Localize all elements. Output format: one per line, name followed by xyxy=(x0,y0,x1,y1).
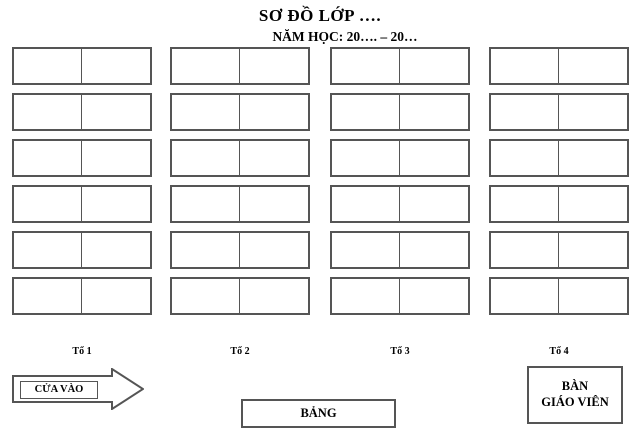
desk-group-3 xyxy=(330,47,470,323)
seat[interactable] xyxy=(332,95,400,129)
desk[interactable] xyxy=(12,231,152,269)
desk[interactable] xyxy=(12,277,152,315)
seat[interactable] xyxy=(491,279,559,313)
seat[interactable] xyxy=(82,187,150,221)
group-label-2: Tổ 2 xyxy=(230,346,250,357)
seat[interactable] xyxy=(332,141,400,175)
desk[interactable] xyxy=(170,139,310,177)
seat[interactable] xyxy=(559,141,627,175)
desk[interactable] xyxy=(12,185,152,223)
seat[interactable] xyxy=(14,279,82,313)
desk[interactable] xyxy=(330,47,470,85)
seat[interactable] xyxy=(400,49,468,83)
seat[interactable] xyxy=(332,187,400,221)
seat[interactable] xyxy=(240,187,308,221)
entrance-label: CỬA VÀO xyxy=(20,381,98,399)
seat[interactable] xyxy=(559,187,627,221)
diagram-title-block xyxy=(0,6,640,45)
seat[interactable] xyxy=(400,141,468,175)
desk[interactable] xyxy=(12,93,152,131)
seat[interactable] xyxy=(82,95,150,129)
desk[interactable] xyxy=(330,277,470,315)
seat[interactable] xyxy=(491,49,559,83)
seat[interactable] xyxy=(491,233,559,267)
blackboard xyxy=(241,399,396,428)
group-label-3: Tổ 3 xyxy=(390,346,410,357)
group-label-1: Tổ 1 xyxy=(72,346,92,357)
desk[interactable] xyxy=(489,47,629,85)
desk-group-2 xyxy=(170,47,310,323)
seat[interactable] xyxy=(14,233,82,267)
seat[interactable] xyxy=(332,233,400,267)
seating-chart xyxy=(0,47,640,357)
desk[interactable] xyxy=(330,139,470,177)
seat[interactable] xyxy=(400,95,468,129)
desk[interactable] xyxy=(489,139,629,177)
seat[interactable] xyxy=(82,233,150,267)
desk[interactable] xyxy=(170,185,310,223)
desk[interactable] xyxy=(12,139,152,177)
desk[interactable] xyxy=(12,47,152,85)
seat[interactable] xyxy=(559,279,627,313)
desk-group-1 xyxy=(12,47,152,323)
seat[interactable] xyxy=(82,49,150,83)
desk[interactable] xyxy=(170,93,310,131)
seat[interactable] xyxy=(172,233,240,267)
seat[interactable] xyxy=(14,49,82,83)
desk[interactable] xyxy=(170,231,310,269)
seat[interactable] xyxy=(240,49,308,83)
desk[interactable] xyxy=(330,231,470,269)
desk-group-4 xyxy=(489,47,629,323)
seat[interactable] xyxy=(14,187,82,221)
seat[interactable] xyxy=(491,187,559,221)
desk[interactable] xyxy=(330,93,470,131)
seat[interactable] xyxy=(491,141,559,175)
seat[interactable] xyxy=(172,141,240,175)
desk[interactable] xyxy=(170,277,310,315)
seat[interactable] xyxy=(82,141,150,175)
seat[interactable] xyxy=(172,187,240,221)
seat[interactable] xyxy=(240,141,308,175)
seat[interactable] xyxy=(332,279,400,313)
seat[interactable] xyxy=(240,95,308,129)
seat[interactable] xyxy=(14,95,82,129)
seat[interactable] xyxy=(400,279,468,313)
desk[interactable] xyxy=(489,277,629,315)
page-title: SƠ ĐỒ LỚP …. xyxy=(258,6,382,25)
teacher-desk-label-line1: BÀN xyxy=(561,379,589,394)
seat[interactable] xyxy=(240,279,308,313)
teacher-desk-label-line2: GIÁO VIÊN xyxy=(541,395,609,409)
seat[interactable] xyxy=(491,95,559,129)
seat[interactable] xyxy=(172,95,240,129)
seat[interactable] xyxy=(14,141,82,175)
desk[interactable] xyxy=(330,185,470,223)
desk[interactable] xyxy=(170,47,310,85)
blackboard-label: BẢNG xyxy=(300,406,337,420)
teacher-desk xyxy=(527,366,623,424)
school-year-subtitle: NĂM HỌC: 20…. – 20… xyxy=(272,29,418,44)
seat[interactable] xyxy=(559,95,627,129)
group-label-4: Tổ 4 xyxy=(549,346,569,357)
seat[interactable] xyxy=(400,187,468,221)
desk[interactable] xyxy=(489,185,629,223)
desk[interactable] xyxy=(489,93,629,131)
seat[interactable] xyxy=(172,279,240,313)
desk[interactable] xyxy=(489,231,629,269)
seat[interactable] xyxy=(559,49,627,83)
seat[interactable] xyxy=(332,49,400,83)
seat[interactable] xyxy=(240,233,308,267)
seat[interactable] xyxy=(400,233,468,267)
seat[interactable] xyxy=(559,233,627,267)
seat[interactable] xyxy=(82,279,150,313)
seat[interactable] xyxy=(172,49,240,83)
